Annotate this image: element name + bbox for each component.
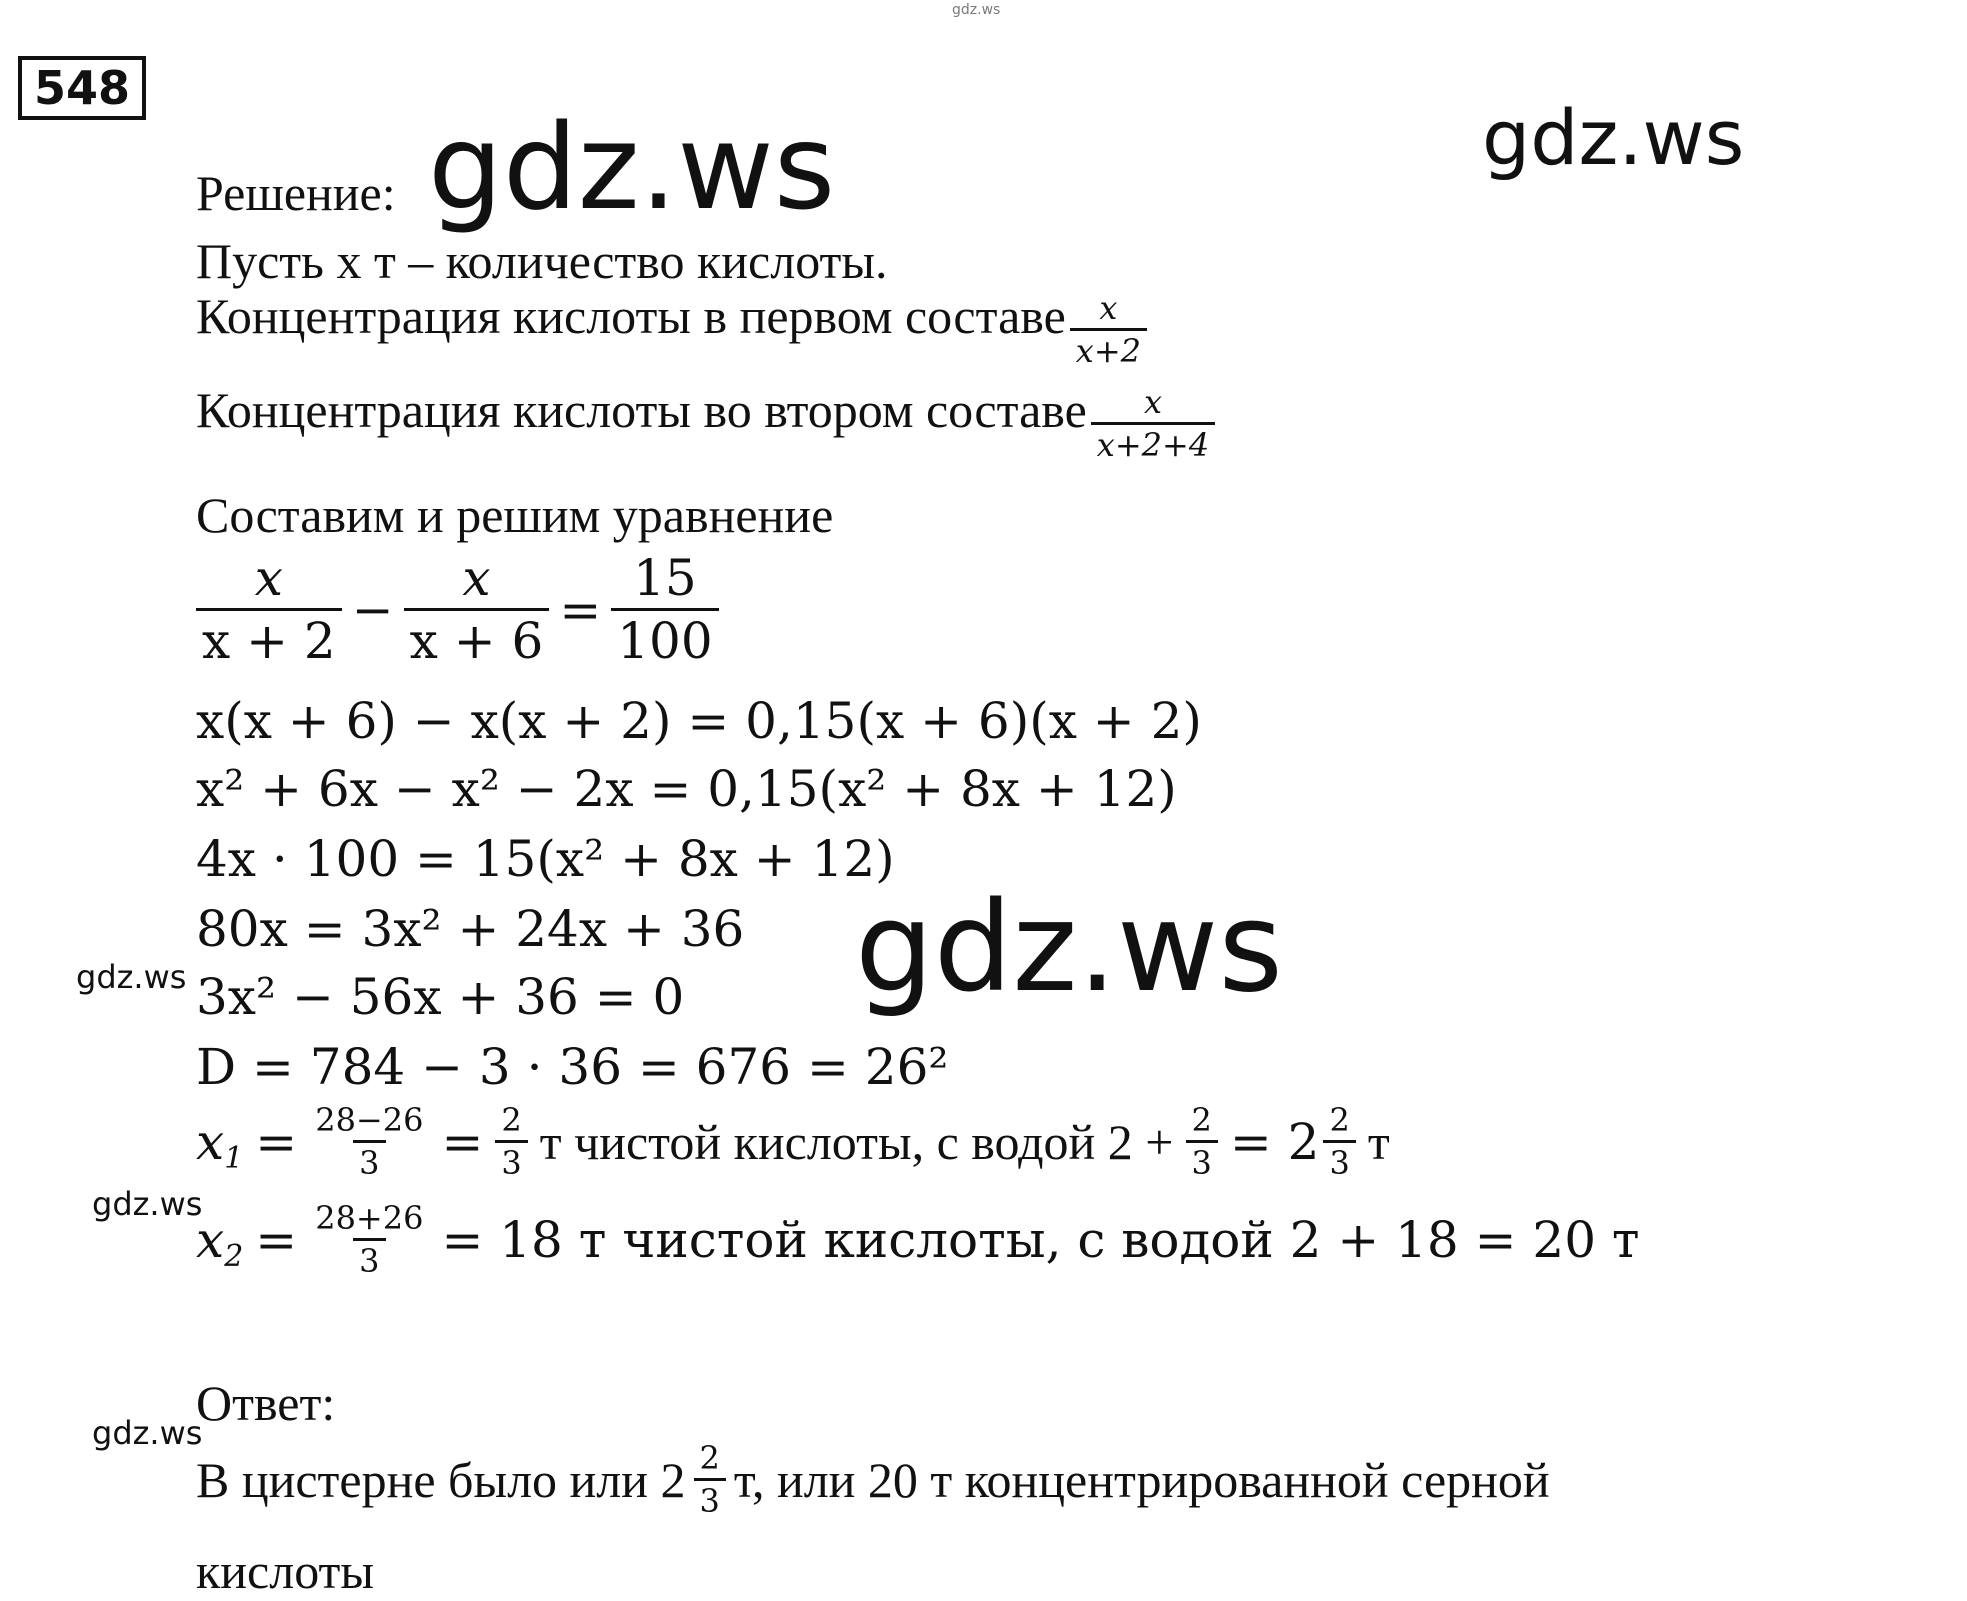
answer-fraction bbox=[694, 1438, 726, 1521]
eq1-fraction-3 bbox=[611, 548, 718, 671]
fraction-denominator: x+2+4 bbox=[1091, 422, 1215, 465]
x1-water-fraction bbox=[1186, 1100, 1218, 1183]
watermark-big-2: gdz.ws bbox=[855, 876, 1283, 1020]
fraction-numerator: 28−26 bbox=[315, 1101, 424, 1139]
equation-5: 80x = 3x² + 24x + 36 bbox=[196, 900, 745, 958]
x1-total-fraction bbox=[1323, 1100, 1355, 1183]
problem-number: 548 bbox=[18, 56, 146, 120]
fraction-denominator: x + 6 bbox=[404, 608, 550, 671]
answer-label: Ответ: bbox=[196, 1375, 336, 1431]
solution-label: Решение: bbox=[196, 165, 396, 221]
x1-unit: т bbox=[1367, 1113, 1390, 1170]
fraction-numerator: 2 bbox=[699, 1439, 720, 1477]
x1-fraction bbox=[309, 1100, 429, 1183]
x2-variable: $x_2$ bbox=[196, 1210, 244, 1274]
fraction-denominator: 3 bbox=[495, 1140, 527, 1183]
watermark-right: gdz.ws bbox=[1482, 93, 1745, 182]
watermark-big-1: gdz.ws bbox=[428, 98, 836, 236]
fraction-numerator: 2 bbox=[1191, 1101, 1212, 1139]
equation-2: x(x + 6) − x(x + 2) = 0,15(x + 6)(x + 2) bbox=[196, 692, 1202, 750]
answer-line-1 bbox=[196, 1438, 1550, 1521]
x1-result-fraction bbox=[495, 1100, 527, 1183]
fraction-denominator: x + 2 bbox=[196, 608, 342, 671]
equals-sign: = bbox=[559, 580, 602, 639]
equals-sign: = bbox=[441, 1112, 484, 1171]
equation-4: 4x · 100 = 15(x² + 8x + 12) bbox=[196, 830, 895, 888]
answer-line-2: кислоты bbox=[196, 1543, 374, 1599]
x1-text: т чистой кислоты, с водой 2 + bbox=[539, 1113, 1174, 1170]
x2-fraction bbox=[309, 1198, 429, 1281]
fraction-numerator: x bbox=[1143, 383, 1162, 421]
concentration-2 bbox=[196, 382, 1215, 465]
equation-7: D = 784 − 3 · 36 = 676 = 26² bbox=[196, 1038, 949, 1096]
watermark-top: gdz.ws bbox=[952, 2, 1001, 18]
x1-total: = 2 bbox=[1229, 1112, 1320, 1171]
answer-text-a: В цистерне было или 2 bbox=[196, 1451, 686, 1508]
fraction-numerator: 2 bbox=[501, 1101, 522, 1139]
fraction-numerator: x bbox=[462, 549, 491, 607]
x1-variable: $x_1$ bbox=[196, 1112, 244, 1176]
fraction-numerator: 2 bbox=[1329, 1101, 1350, 1139]
concentration-1-text: Концентрация кислоты в первом составе bbox=[196, 288, 1066, 345]
minus-sign: − bbox=[351, 580, 394, 639]
equation-3: x² + 6x − x² − 2x = 0,15(x² + 8x + 12) bbox=[196, 760, 1177, 818]
watermark-small-1: gdz.ws bbox=[76, 958, 187, 996]
equals-sign: = bbox=[255, 1112, 298, 1171]
watermark-small-2: gdz.ws bbox=[92, 1185, 203, 1223]
fraction-denominator: 3 bbox=[1323, 1140, 1355, 1183]
fraction-numerator: 15 bbox=[633, 549, 697, 607]
answer-text-b: т, или 20 т концентрированной серной bbox=[733, 1451, 1550, 1508]
fraction-numerator: 28+26 bbox=[315, 1199, 424, 1237]
concentration-2-text: Концентрация кислоты во втором составе bbox=[196, 382, 1087, 439]
root-x2 bbox=[196, 1198, 1640, 1281]
concentration-1 bbox=[196, 288, 1147, 371]
equation-6: 3x² − 56x + 36 = 0 bbox=[196, 968, 685, 1026]
equation-1 bbox=[196, 548, 719, 671]
fraction-numerator: x bbox=[1099, 289, 1118, 327]
fraction-denominator: 3 bbox=[1186, 1140, 1218, 1183]
fraction-denominator: 100 bbox=[611, 608, 718, 671]
root-x1 bbox=[196, 1100, 1390, 1183]
fraction-denominator: 3 bbox=[694, 1478, 726, 1521]
fraction-denominator: x+2 bbox=[1070, 328, 1147, 371]
fraction-denominator: 3 bbox=[353, 1140, 385, 1183]
x2-text: = 18 т чистой кислоты, с водой 2 + 18 = 20 т bbox=[441, 1210, 1640, 1269]
let-statement: Пусть x т – количество кислоты. bbox=[196, 233, 888, 289]
compose-equation: Составим и решим уравнение bbox=[196, 487, 834, 543]
fraction-numerator: x bbox=[254, 549, 283, 607]
equals-sign: = bbox=[255, 1210, 298, 1269]
watermark-small-3: gdz.ws bbox=[92, 1414, 203, 1452]
eq1-fraction-2 bbox=[404, 548, 550, 671]
concentration-1-fraction bbox=[1070, 288, 1147, 371]
fraction-denominator: 3 bbox=[353, 1238, 385, 1281]
eq1-fraction-1 bbox=[196, 548, 342, 671]
concentration-2-fraction bbox=[1091, 382, 1215, 465]
